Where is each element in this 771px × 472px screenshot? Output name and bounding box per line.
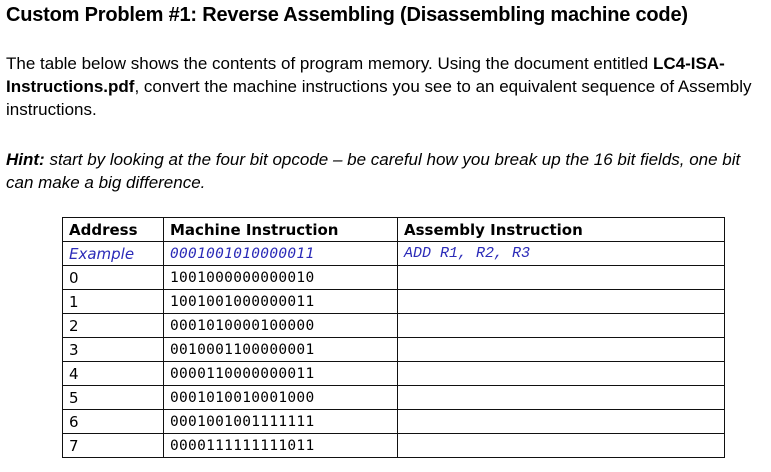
table-row — [63, 338, 725, 362]
address-cell: 3 — [63, 338, 164, 362]
example-assembly: ADD R1, R2, R3 — [398, 242, 725, 266]
table-row — [63, 266, 725, 290]
header-assembly-instruction: Assembly Instruction — [398, 218, 725, 242]
table-row — [63, 386, 725, 410]
machine-cell: 0000111111111011 — [164, 434, 398, 458]
table-row — [63, 290, 725, 314]
hint-paragraph — [6, 148, 771, 194]
example-address: Example — [63, 242, 164, 266]
assembly-cell[interactable] — [398, 338, 725, 362]
header-address: Address — [63, 218, 164, 242]
table-row — [63, 314, 725, 338]
header-machine-instruction: Machine Instruction — [164, 218, 398, 242]
page-title: Custom Problem #1: Reverse Assembling (Disassembling machine code) — [6, 4, 688, 26]
assembly-cell[interactable] — [398, 386, 725, 410]
address-cell: 2 — [63, 314, 164, 338]
address-cell: 7 — [63, 434, 164, 458]
intro-paragraph — [6, 52, 771, 121]
address-cell: 4 — [63, 362, 164, 386]
example-machine: 0001001010000011 — [164, 242, 398, 266]
intro-text-1: The table below shows the contents of program memory. Using the document entitled — [6, 54, 653, 73]
machine-cell: 1001001000000011 — [164, 290, 398, 314]
address-cell: 1 — [63, 290, 164, 314]
example-row — [63, 242, 725, 266]
document-name: LC4-ISA-Instructions.pdf — [6, 54, 725, 96]
assembly-cell[interactable] — [398, 266, 725, 290]
machine-cell: 0001010010001000 — [164, 386, 398, 410]
table-row — [63, 410, 725, 434]
intro-text-2: , convert the machine instructions you see to an equivalent sequence of Assembly instructions. — [6, 77, 752, 119]
machine-cell: 0000110000000011 — [164, 362, 398, 386]
machine-cell: 0001010000100000 — [164, 314, 398, 338]
assembly-cell[interactable] — [398, 362, 725, 386]
program-memory-table — [62, 217, 725, 458]
machine-cell: 0010001100000001 — [164, 338, 398, 362]
table-header-row — [63, 218, 725, 242]
table-row — [63, 434, 725, 458]
address-cell: 5 — [63, 386, 164, 410]
assembly-cell[interactable] — [398, 434, 725, 458]
address-cell: 0 — [63, 266, 164, 290]
assembly-cell[interactable] — [398, 314, 725, 338]
address-cell: 6 — [63, 410, 164, 434]
machine-cell: 1001000000000010 — [164, 266, 398, 290]
assembly-cell[interactable] — [398, 290, 725, 314]
table-row — [63, 362, 725, 386]
hint-label: Hint: — [6, 150, 45, 169]
assembly-cell[interactable] — [398, 410, 725, 434]
machine-cell: 0001001001111111 — [164, 410, 398, 434]
hint-text: start by looking at the four bit opcode – be careful how you break up the 16 bit fields, one bit can make a big difference. — [6, 150, 741, 192]
